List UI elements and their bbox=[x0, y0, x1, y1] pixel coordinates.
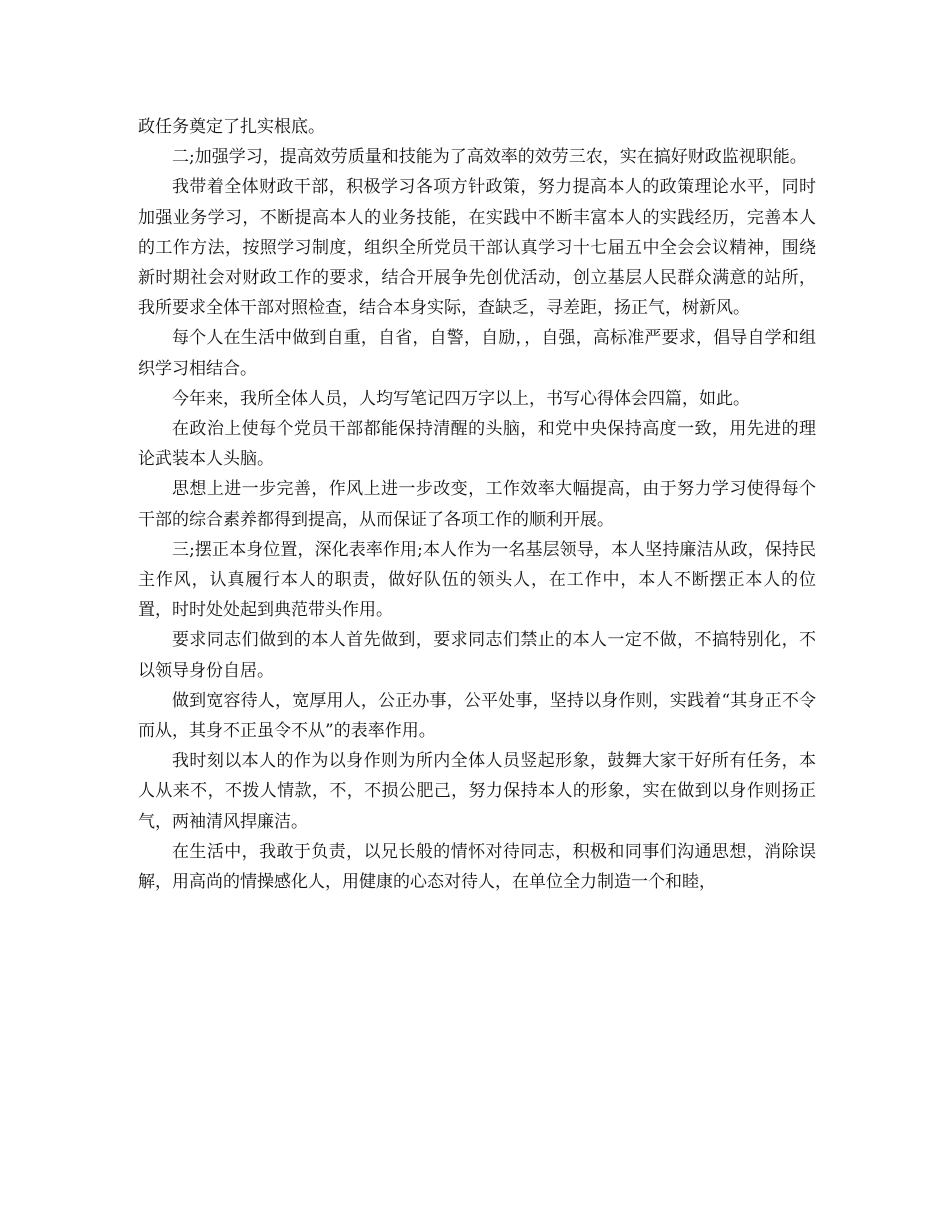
paragraph-3: 我带着全体财政干部，积极学习各项方针政策，努力提高本人的政策理论水平，同时加强业务学习，不断提高本人的业务技能，在实践中不断丰富本人的实践经历，完善本人的工作方法，按照学习制度，组织全所党员干部认真学习十七届五中全会会议精神，围绕新时期社会对财政工作的要求，结合开展争先创优活动，创立基层人民群众满意的站所，我所要求全体干部对照检查，结合本身实际，查缺乏，寻差距，扬正气，树新风。 bbox=[138, 177, 816, 319]
paragraph-1: 政任务奠定了扎实根底。 bbox=[138, 117, 325, 137]
paragraph-10: 做到宽容待人，宽厚用人，公正办事，公平处事，坚持以身作则，实践着“其身正不令而从，其身不正虽令不从”的表率作用。 bbox=[138, 690, 816, 742]
paragraph-8: 三;摆正本身位置，深化表率作用;本人作为一名基层领导，本人坚持廉洁从政，保持民主作风，认真履行本人的职责，做好队伍的领头人，在工作中，本人不断摆正本人的位置，时时处处起到典范带头作用。 bbox=[138, 539, 816, 621]
paragraph-4: 每个人在生活中做到自重，自省，自警，自励，，自强，高标准严要求，倡导自学和组织学习相结合。 bbox=[138, 328, 816, 379]
paragraph-7: 思想上进一步完善，作风上进一步改变，工作效率大幅提高，由于努力学习使得每个干部的综合素养都得到提高，从而保证了各项工作的顺利开展。 bbox=[138, 479, 816, 530]
paragraph-11: 我时刻以本人的作为以身作则为所内全体人员竖起形象，鼓舞大家干好所有任务，本人从来不，不拨人情款，不，不损公肥己，努力保持本人的形象，实在做到以身作则扬正气，两袖清风捍廉洁。 bbox=[138, 751, 816, 832]
paragraph-5: 今年来，我所全体人员，人均写笔记四万字以上，书写心得体会四篇，如此。 bbox=[172, 388, 750, 409]
document-page bbox=[138, 112, 816, 897]
paragraph-2: 二;加强学习，提高效劳质量和技能为了高效率的效劳三农，实在搞好财政监视职能。 bbox=[172, 147, 807, 168]
paragraph-6: 在政治上使每个党员干部都能保持清醒的头脑，和党中央保持高度一致，用先进的理论武装本人头脑。 bbox=[138, 419, 816, 470]
paragraph-12: 在生活中，我敢于负责，以兄长般的情怀对待同志，积极和同事们沟通思想，消除误解，用高尚的情操感化人，用健康的心态对待人，在单位全力制造一个和睦， bbox=[138, 841, 816, 893]
paragraph-9: 要求同志们做到的本人首先做到，要求同志们禁止的本人一定不做，不搞特别化，不以领导身份自居。 bbox=[138, 630, 816, 681]
